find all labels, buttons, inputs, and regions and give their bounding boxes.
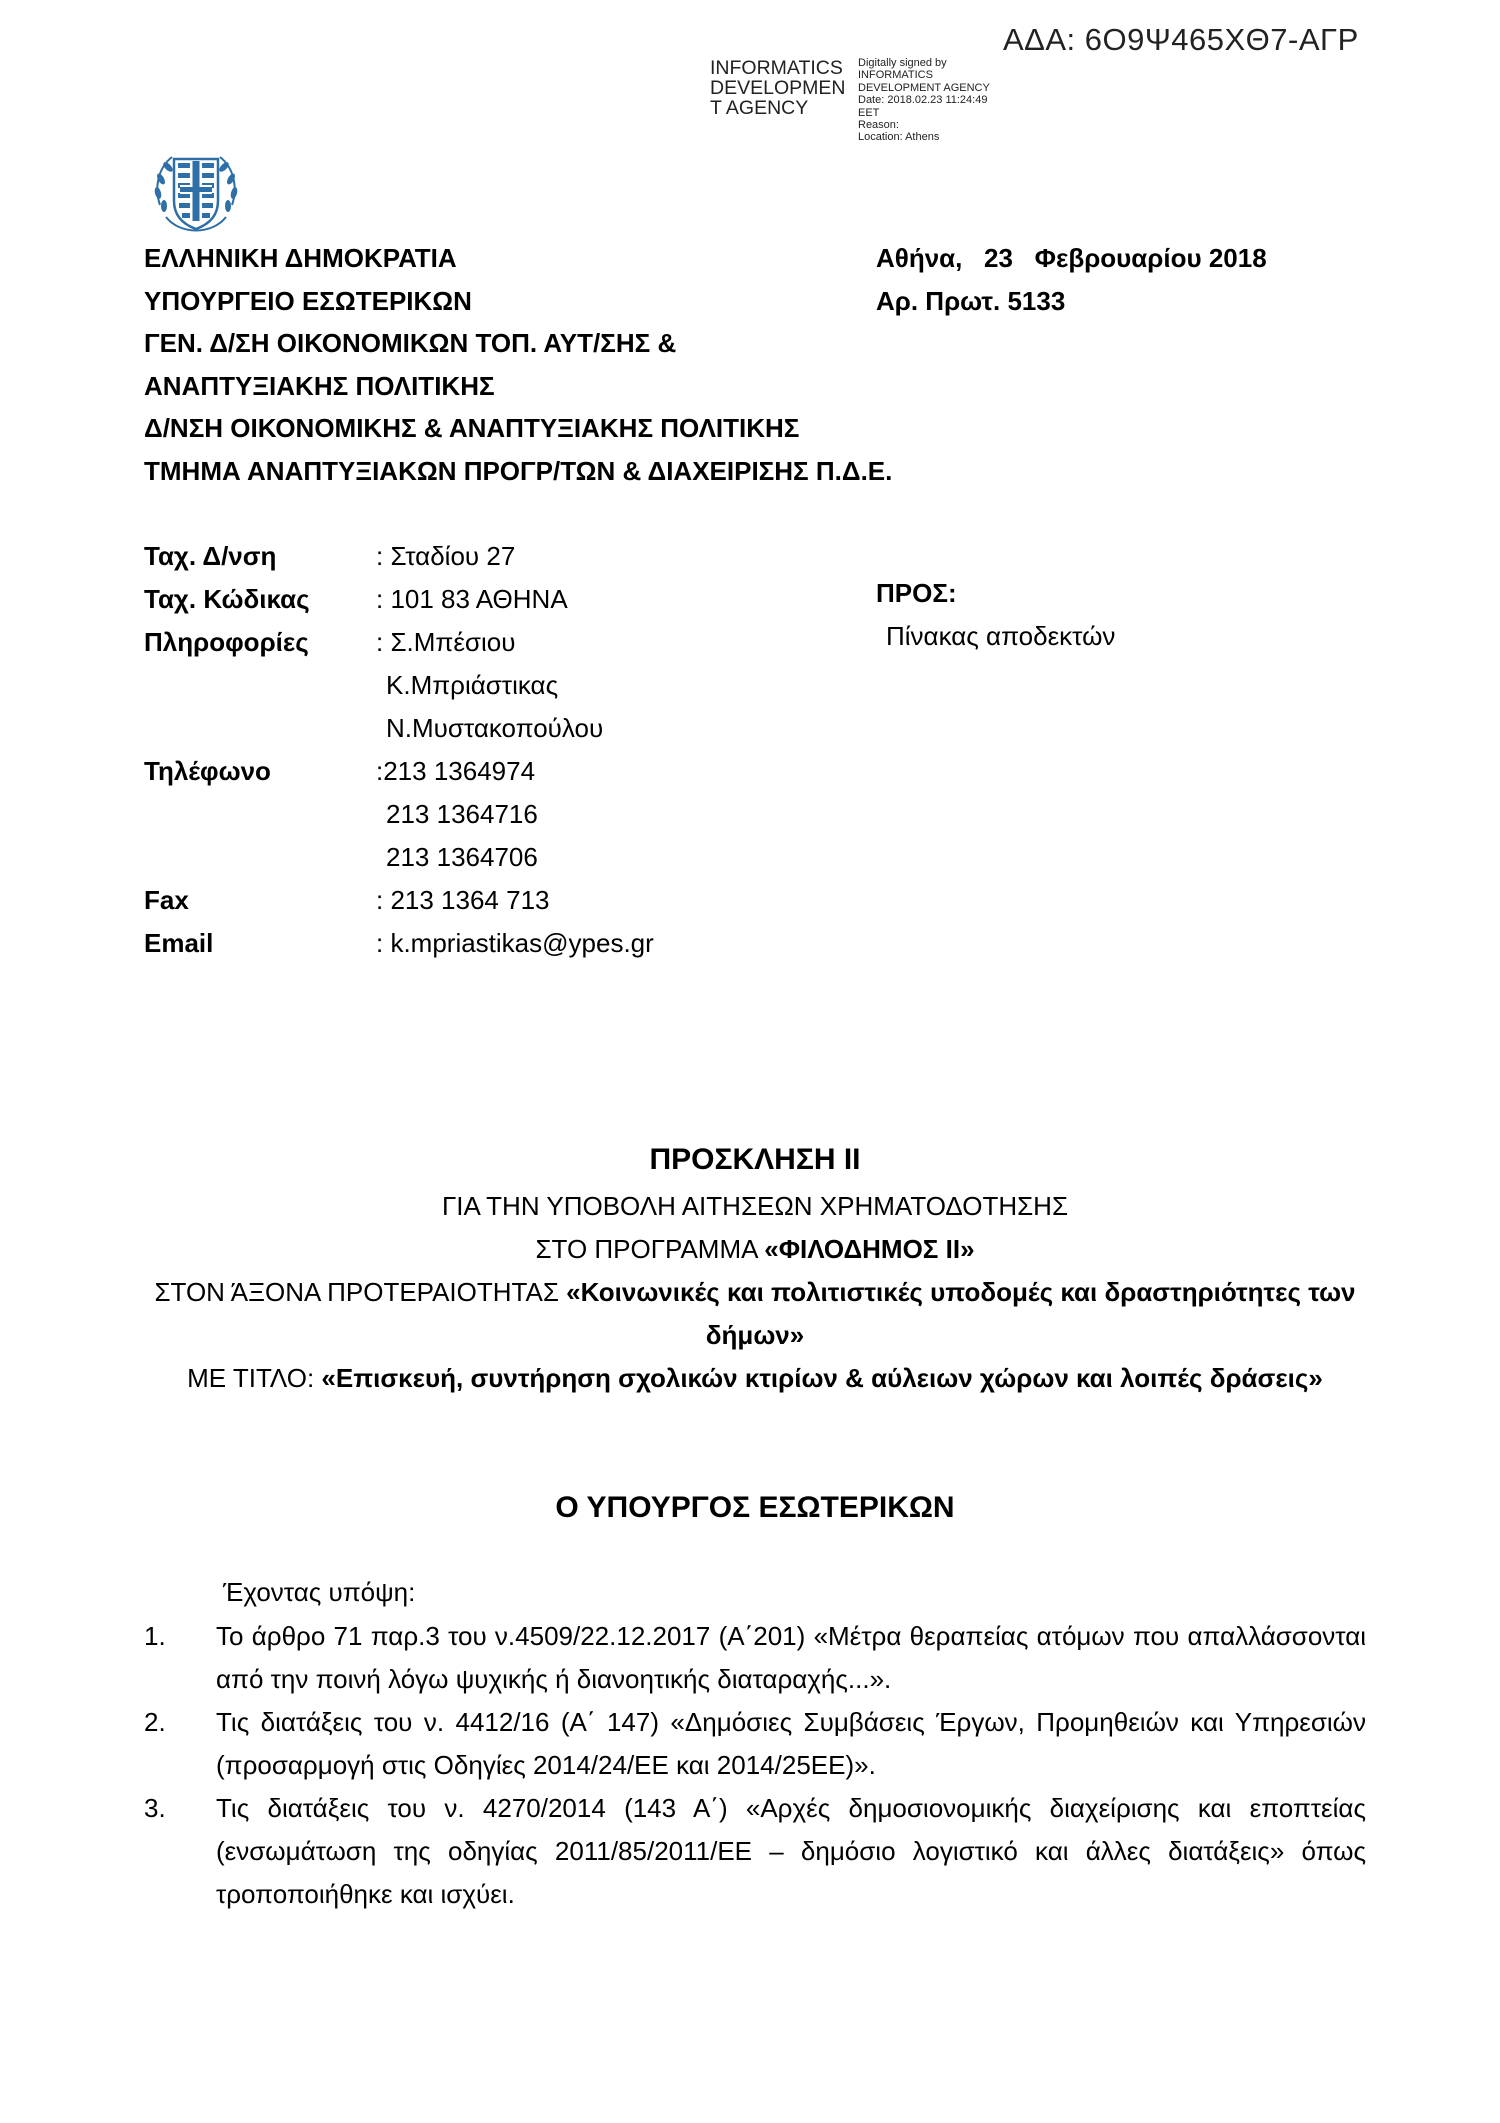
ada-code: ΑΔΑ: 6Ο9Ψ465ΧΘ7-ΑΓΡ: [1003, 22, 1359, 57]
date-protocol: [876, 237, 1267, 322]
digital-signature-details: Digitally signed by INFORMATICS DEVELOPMENT AGENCY Date: 2018.02.23 11:24:49 EET Reason: Location: Athens: [858, 57, 990, 144]
minister-heading: Ο ΥΠΟΥΡΓΟΣ ΕΣΩΤΕΡΙΚΩΝ: [555, 1491, 955, 1524]
issuing-authority: ΕΛΛΗΝΙΚΗ ΔΗΜΟΚΡΑΤΙΑ ΥΠΟΥΡΓΕΙΟ ΕΣΩΤΕΡΙΚΩΝ ΓΕΝ. Δ/ΣΗ ΟΙΚΟΝΟΜΙΚΩΝ ΤΟΠ. ΑΥΤ/ΣΗΣ & ΑΝΑΠΤΥΞΙΑΚΗΣ ΠΟΛΙΤΙΚΗΣ Δ/ΝΣΗ ΟΙΚΟΝΟΜΙΚΗΣ & ΑΝΑΠΤΥΞΙΑΚΗΣ ΠΟΛΙΤΙΚΗΣ ΤΜΗΜΑ ΑΝΑΠΤΥΞΙΑΚΩΝ ΠΡΟΓΡ/ΤΩΝ & ΔΙΑΧΕΙΡΙΣΗΣ Π.Δ.Ε.: [144, 243, 893, 486]
greek-emblem-icon: [146, 143, 246, 243]
contact-labels: Ταχ. Δ/νση Ταχ. Κώδικας Πληροφορίες Τηλέφωνο Fax Email: [144, 541, 310, 958]
signer-name: INFORMATICS DEVELOPMEN T AGENCY: [710, 57, 846, 119]
email-link[interactable]: : k.mpriastikas@ypes.gr: [376, 928, 654, 958]
list-item: 3. Τις διατάξεις του ν. 4270/2014 (143 Α΄) «Αρχές δημοσιονομικής διαχείρισης και εποπτείας (ενσωμάτωση της οδηγίας 2011/85/2011/ΕΕ – δημόσιο λογιστικό και άλλες διατάξεις» όπως τροποποιήθηκε και ισχύει.: [144, 1793, 1366, 1909]
list-item: 1. Το άρθρο 71 παρ.3 του ν.4509/22.12.2017 (Α΄201) «Μέτρα θεραπείας ατόμων που απαλλάσσονται από την ποινή λόγω ψυχικής ή διανοητικής διαταραχής...».: [144, 1621, 1366, 1694]
recipient-value: Πίνακας αποδεκτών: [886, 621, 1116, 651]
list-item: 2. Τις διατάξεις του ν. 4412/16 (Α΄ 147) «Δημόσιες Συμβάσεις Έργων, Προμηθειών και Υπηρεσιών (προσαρμογή στις Οδηγίες 2014/24/ΕΕ και 2014/25ΕΕ)».: [144, 1707, 1366, 1780]
contact-values: : Σταδίου 27 : 101 83 ΑΘΗΝΑ : Σ.Μπέσιου Κ.Μπριάστικας Ν.Μυστακοπούλου :213 1364974 213 1364716 213 1364706 : 213 1364 713 : k.mpriastikas@ypes.gr: [376, 535, 654, 965]
document-date: Αθήνα, 23 Φεβρουαρίου 2018: [876, 243, 1267, 273]
protocol-number: Αρ. Πρωτ. 5133: [876, 285, 1066, 316]
call-description: ΓΙΑ ΤΗΝ ΥΠΟΒΟΛΗ ΑΙΤΗΣΕΩΝ ΧΡΗΜΑΤΟΔΟΤΗΣΗΣ ΣΤΟ ΠΡΟΓΡΑΜΜΑ «ΦΙΛΟΔΗΜΟΣ ΙΙ» ΣΤΟΝ ΆΞΟΝΑ ΠΡΟΤΕΡΑΙΟΤΗΤΑΣ «Κοινωνικές και πολιτιστικές υποδομές και δραστηριότητες των δήμων» ΜΕ ΤΙΤΛΟ: «Επισκευή, συντήρηση σχολικών κτιρίων & αύλειων χώρων και λοιπές δράσεις»: [154, 1191, 1356, 1393]
having-regard: Έχοντας υπόψη:: [223, 1577, 416, 1607]
call-title: ΠΡΟΣΚΛΗΣΗ ΙΙ: [649, 1143, 861, 1176]
considerations-list: [144, 1615, 1366, 1916]
recipient-label: ΠΡΟΣ:: [876, 578, 957, 608]
